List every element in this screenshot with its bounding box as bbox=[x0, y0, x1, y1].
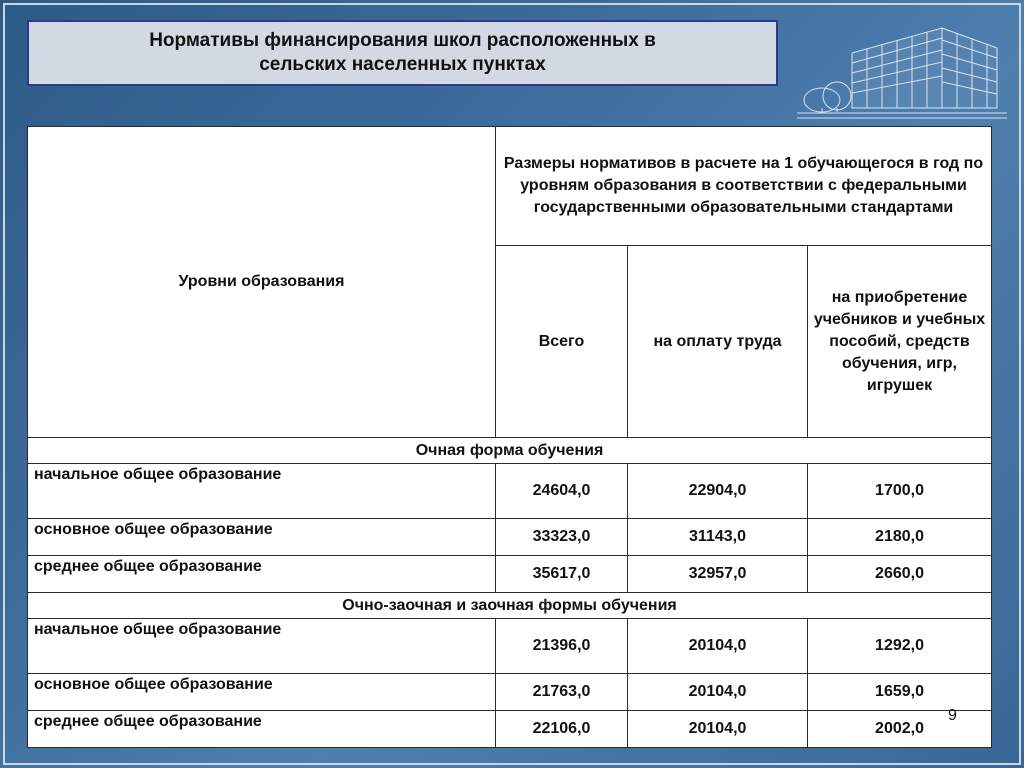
row-total: 35617,0 bbox=[496, 556, 628, 593]
header-textbooks: на приобретение учебников и учебных пособий, средств обучения, игр, игрушек bbox=[808, 246, 992, 438]
table-row bbox=[28, 464, 992, 519]
row-salary: 20104,0 bbox=[628, 711, 808, 748]
row-total: 21763,0 bbox=[496, 674, 628, 711]
row-salary: 20104,0 bbox=[628, 619, 808, 674]
table-row bbox=[28, 619, 992, 674]
row-level: основное общее образование bbox=[28, 674, 496, 711]
table-row bbox=[28, 519, 992, 556]
row-salary: 22904,0 bbox=[628, 464, 808, 519]
row-salary: 20104,0 bbox=[628, 674, 808, 711]
row-total: 21396,0 bbox=[496, 619, 628, 674]
normatives-table bbox=[27, 126, 992, 748]
table-row bbox=[28, 556, 992, 593]
slide-title: Нормативы финансирования школ расположенных в сельских населенных пунктах bbox=[149, 30, 656, 75]
row-level: основное общее образование bbox=[28, 519, 496, 556]
row-total: 24604,0 bbox=[496, 464, 628, 519]
header-group: Размеры нормативов в расчете на 1 обучающегося в год по уровням образования в соответствии с федеральными государственными образовательными стандартами bbox=[496, 127, 992, 246]
header-salary: на оплату труда bbox=[628, 246, 808, 438]
section-row bbox=[28, 593, 992, 619]
row-textbooks: 1659,0 bbox=[808, 674, 992, 711]
row-textbooks: 2002,0 bbox=[808, 711, 992, 748]
header-levels: Уровни образования bbox=[28, 127, 496, 438]
table-header-row-1 bbox=[28, 127, 992, 246]
section-row bbox=[28, 438, 992, 464]
title-box bbox=[27, 20, 778, 86]
row-level: среднее общее образование bbox=[28, 711, 496, 748]
row-total: 22106,0 bbox=[496, 711, 628, 748]
table-row bbox=[28, 674, 992, 711]
table-row bbox=[28, 711, 992, 748]
row-level: среднее общее образование bbox=[28, 556, 496, 593]
row-total: 33323,0 bbox=[496, 519, 628, 556]
row-textbooks: 2660,0 bbox=[808, 556, 992, 593]
section-title: Очно-заочная и заочная формы обучения bbox=[28, 593, 992, 619]
row-level: начальное общее образование bbox=[28, 464, 496, 519]
normatives-table-wrapper bbox=[27, 126, 991, 748]
row-salary: 31143,0 bbox=[628, 519, 808, 556]
row-textbooks: 1292,0 bbox=[808, 619, 992, 674]
header-total: Всего bbox=[496, 246, 628, 438]
row-textbooks: 2180,0 bbox=[808, 519, 992, 556]
section-title: Очная форма обучения bbox=[28, 438, 992, 464]
building-illustration bbox=[792, 8, 1012, 123]
row-textbooks: 1700,0 bbox=[808, 464, 992, 519]
page-number: 9 bbox=[948, 707, 957, 724]
row-salary: 32957,0 bbox=[628, 556, 808, 593]
row-level: начальное общее образование bbox=[28, 619, 496, 674]
